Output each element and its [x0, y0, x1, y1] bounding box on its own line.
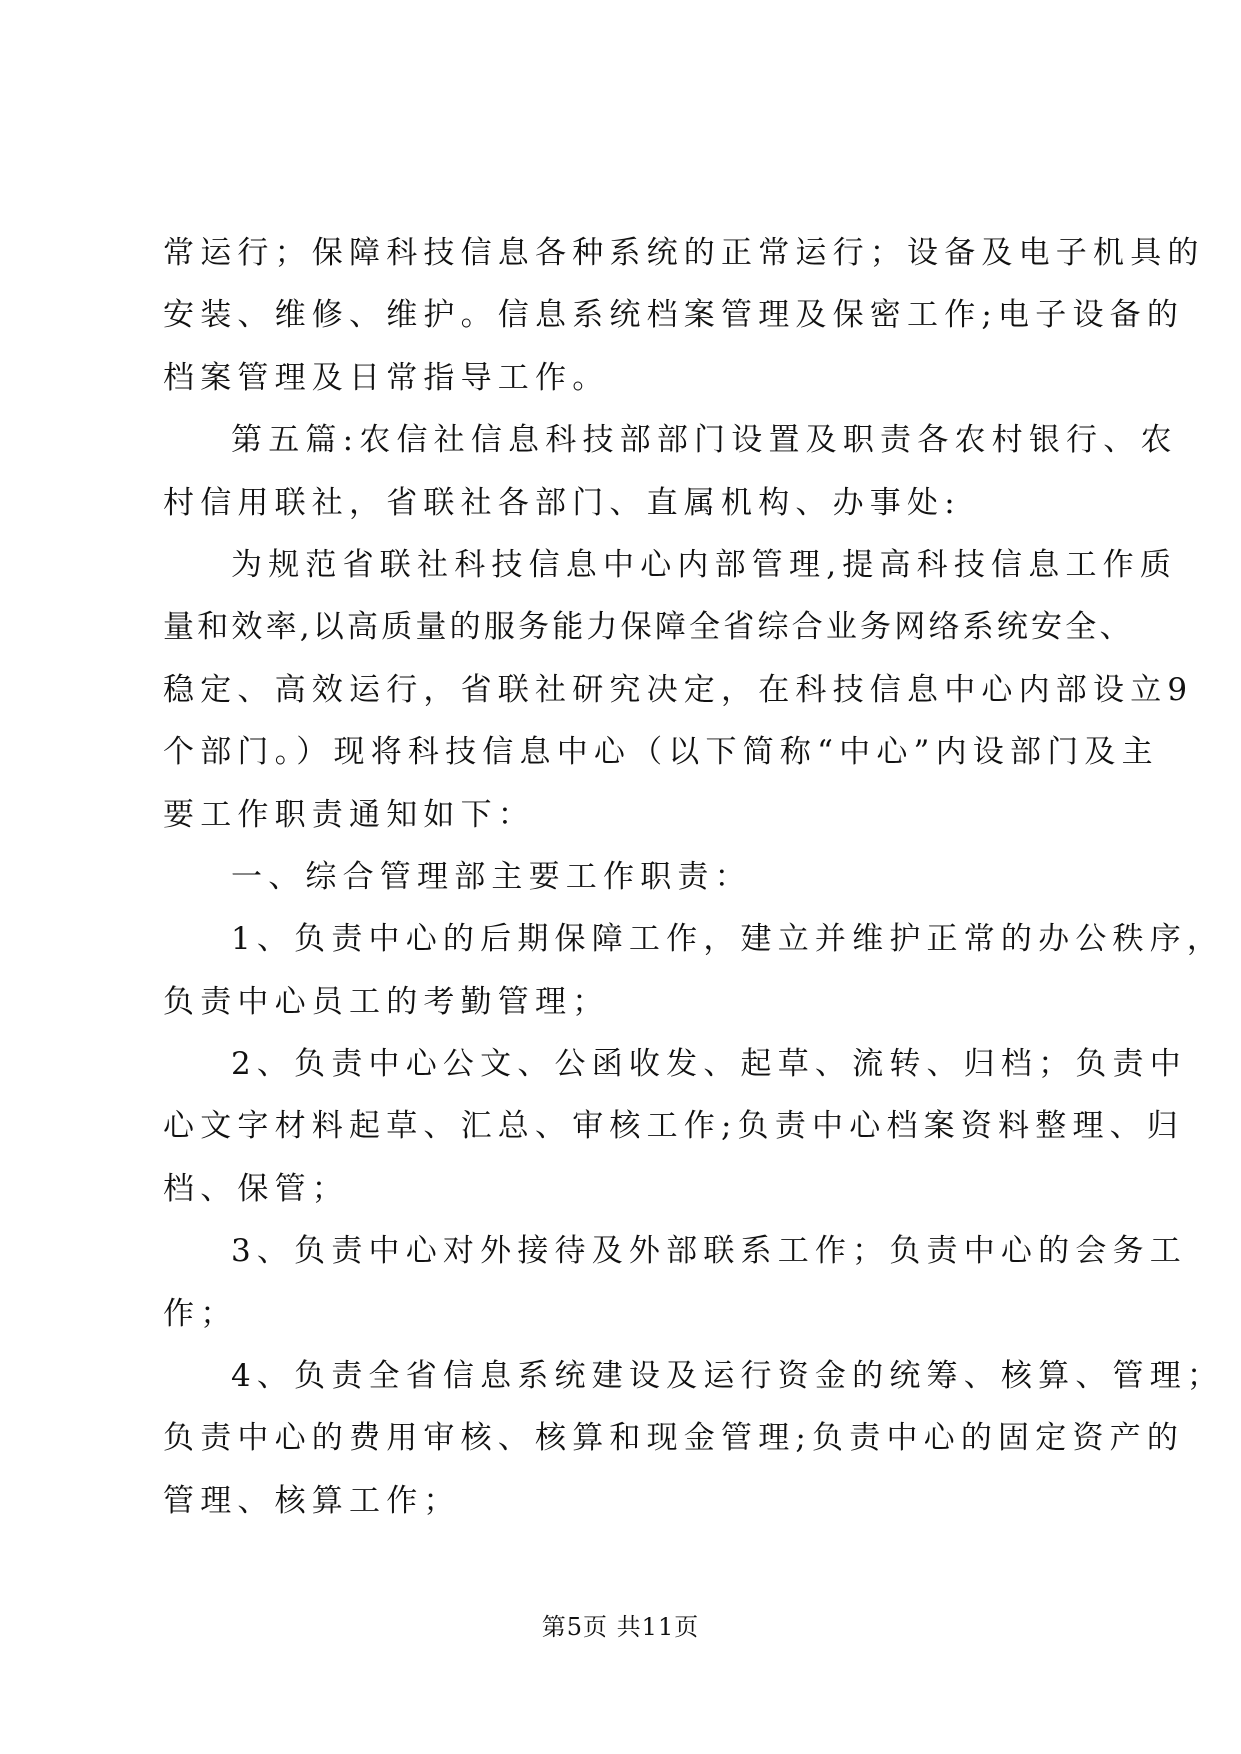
text-line-1: 常运行；保障科技信息各种系统的正常运行；设备及电子机具的: [163, 235, 1205, 271]
text-line-18: 作；: [163, 1295, 238, 1332]
text-line-11: 一、综合管理部主要工作职责：: [231, 858, 752, 895]
text-line-14: 2、负责中心公文、公函收发、起草、流转、归档；负责中: [231, 1046, 1187, 1083]
text-line-13: 负责中心员工的考勤管理；: [163, 983, 610, 1020]
text-line-9: 个部门。）现将科技信息中心（以下简称“中心”内设部门及主: [163, 734, 1159, 771]
text-line-20: 负责中心的费用审核、核算和现金管理;负责中心的固定资产的: [163, 1420, 1185, 1457]
document-body: [163, 222, 1225, 1532]
text-line-7: 量和效率,以高质量的服务能力保障全省综合业务网络系统安全、: [163, 609, 1134, 646]
text-line-5: 村信用联社，省联社各部门、直属机构、办事处:: [163, 484, 961, 521]
text-line-15: 心文字材料起草、汇总、审核工作;负责中心档案资料整理、归: [163, 1108, 1185, 1145]
text-line-2: 安装、维修、维护。信息系统档案管理及保密工作;电子设备的: [163, 297, 1185, 334]
text-line-17: 3、负责中心对外接待及外部联系工作；负责中心的会务工: [231, 1233, 1187, 1270]
text-line-12: 1、负责中心的后期保障工作，建立并维护正常的办公秩序，: [231, 921, 1225, 958]
text-line-16: 档、保管；: [163, 1170, 349, 1207]
text-line-8: 稳定、高效运行，省联社研究决定，在科技信息中心内部设立9: [163, 671, 1194, 708]
text-line-4: 第五篇:农信社信息科技部部门设置及职责各农村银行、农: [231, 422, 1178, 459]
text-line-3: 档案管理及日常指导工作。: [163, 359, 610, 396]
page-number-footer: 第5页 共11页: [541, 1613, 700, 1641]
text-line-6: 为规范省联社科技信息中心内部管理,提高科技信息工作质: [231, 546, 1178, 583]
text-line-10: 要工作职责通知如下：: [163, 796, 535, 833]
text-line-21: 管理、核算工作；: [163, 1482, 461, 1519]
text-line-19: 4、负责全省信息系统建设及运行资金的统筹、核算、管理；: [231, 1358, 1225, 1395]
